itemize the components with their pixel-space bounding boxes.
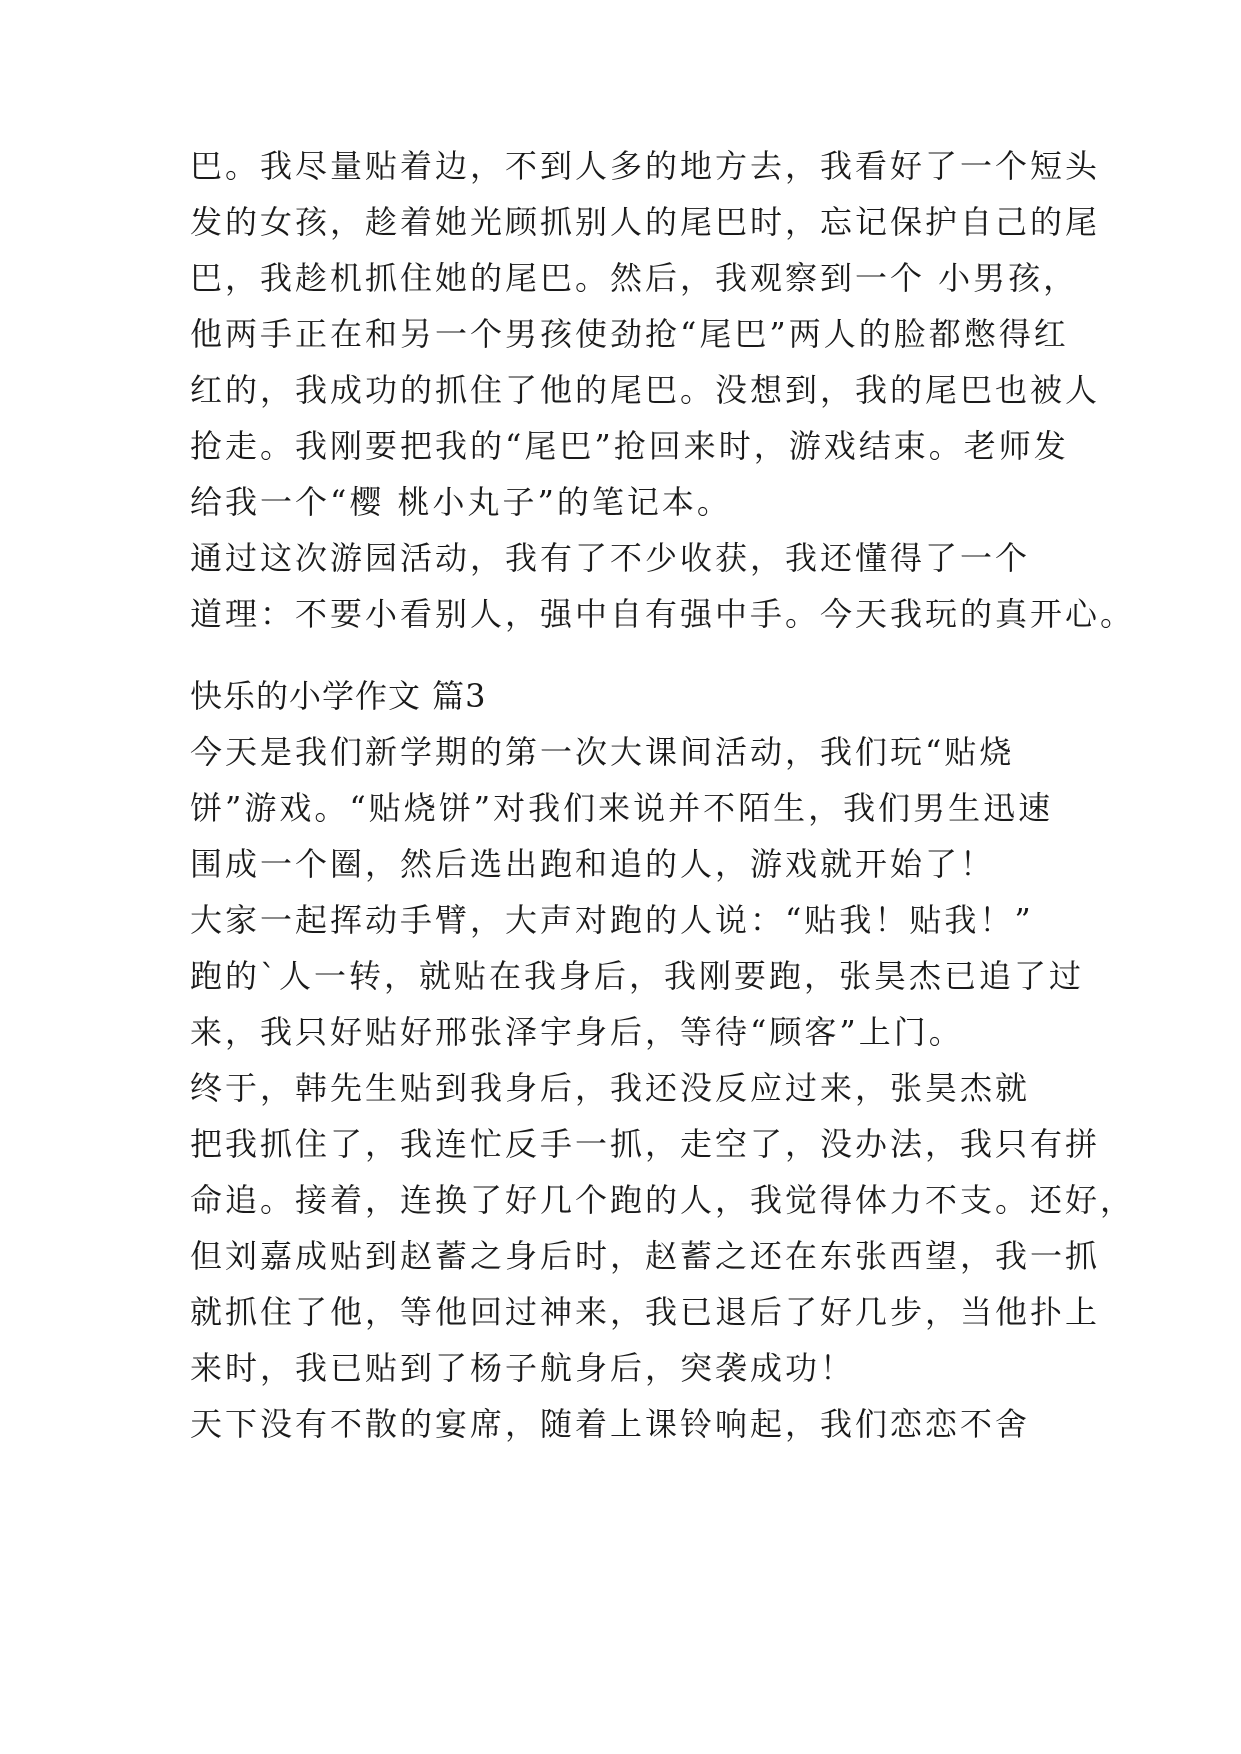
paragraph-line: 红的，我成功的抓住了他的尾巴。没想到，我的尾巴也被人 xyxy=(190,371,1101,409)
section-title: 快乐的小学作文 篇3 xyxy=(190,677,487,715)
paragraph-line: 大家一起挥动手臂，大声对跑的人说：“贴我！贴我！” xyxy=(190,901,1034,939)
paragraph-line: 命追。接着，连换了好几个跑的人，我觉得体力不支。还好， xyxy=(190,1181,1136,1219)
paragraph-line: 抢走。我刚要把我的“尾巴”抢回来时，游戏结束。老师发 xyxy=(190,427,1069,465)
paragraph-line: 天下没有不散的宴席，随着上课铃响起，我们恋恋不舍 xyxy=(190,1405,1031,1443)
paragraph-line: 饼”游戏。“贴烧饼”对我们来说并不陌生，我们男生迅速 xyxy=(190,789,1054,827)
paragraph-line: 来时，我已贴到了杨子航身后，突袭成功！ xyxy=(190,1349,856,1387)
paragraph-line: 今天是我们新学期的第一次大课间活动，我们玩“贴烧 xyxy=(190,733,1015,771)
paragraph-line: 跑的`人一转，就贴在我身后，我刚要跑，张昊杰已追了过 xyxy=(190,957,1085,995)
paragraph-line: 巴，我趁机抓住她的尾巴。然后，我观察到一个 小男孩， xyxy=(190,259,1079,297)
paragraph-line: 巴。我尽量贴着边，不到人多的地方去，我看好了一个短头 xyxy=(190,147,1101,185)
paragraph-line: 就抓住了他，等他回过神来，我已退后了好几步，当他扑上 xyxy=(190,1293,1101,1331)
paragraph-line: 给我一个“樱 桃小丸子”的笔记本。 xyxy=(190,483,732,521)
paragraph-line: 通过这次游园活动，我有了不少收获，我还懂得了一个 xyxy=(190,539,1031,577)
paragraph-line: 终于，韩先生贴到我身后，我还没反应过来，张昊杰就 xyxy=(190,1069,1031,1107)
paragraph-line: 道理：不要小看别人，强中自有强中手。今天我玩的真开心。 xyxy=(190,595,1136,633)
paragraph-line: 但刘嘉成贴到赵蓄之身后时，赵蓄之还在东张西望，我一抓 xyxy=(190,1237,1101,1275)
paragraph-line: 把我抓住了，我连忙反手一抓，走空了，没办法，我只有拼 xyxy=(190,1125,1101,1163)
paragraph-line: 发的女孩，趁着她光顾抓别人的尾巴时，忘记保护自己的尾 xyxy=(190,203,1101,241)
paragraph-line: 他两手正在和另一个男孩使劲抢“尾巴”两人的脸都憋得红 xyxy=(190,315,1069,353)
paragraph-line: 围成一个圈，然后选出跑和追的人，游戏就开始了！ xyxy=(190,845,996,883)
paragraph-line: 来，我只好贴好邢张泽宇身后，等待“顾客”上门。 xyxy=(190,1013,964,1051)
